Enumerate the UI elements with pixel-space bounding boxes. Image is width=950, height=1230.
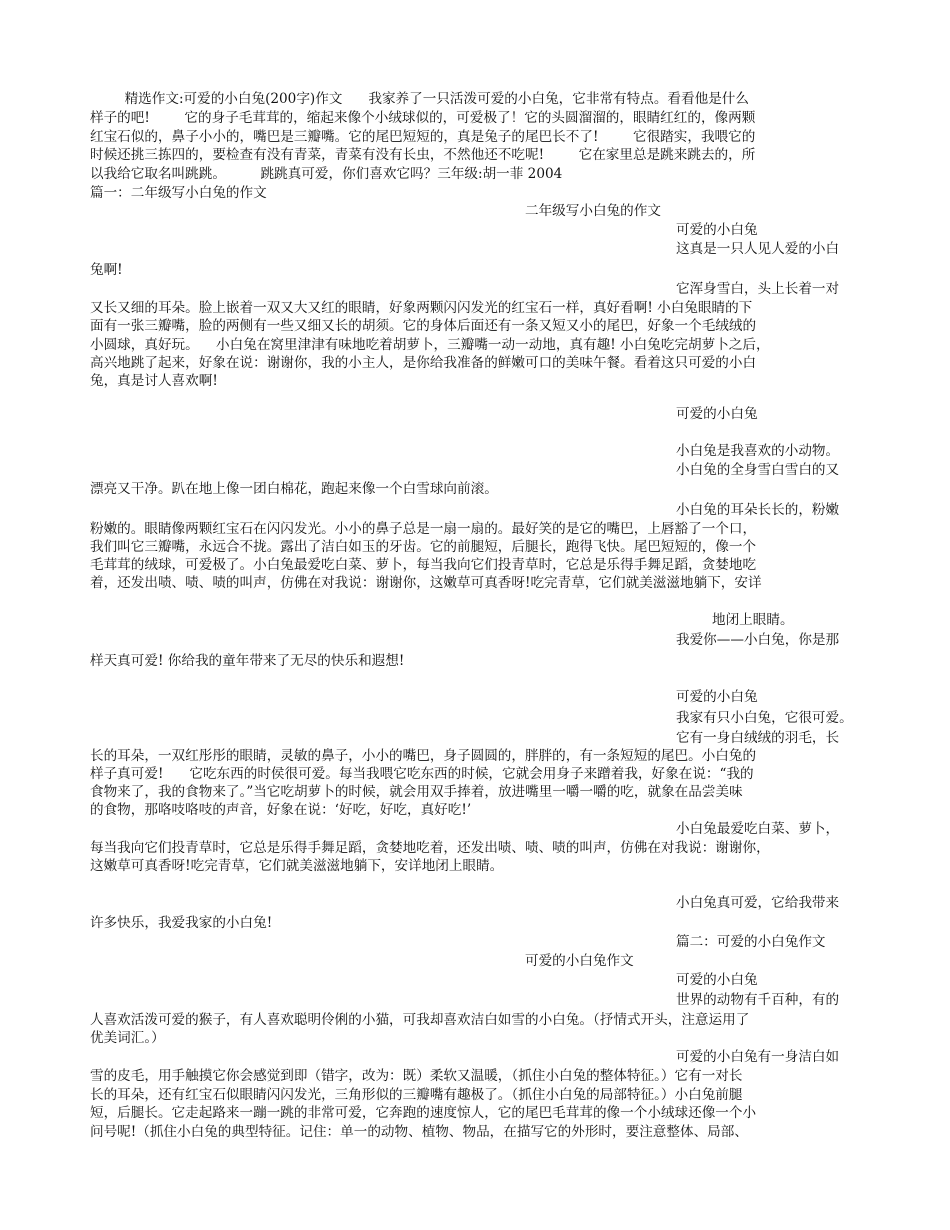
- text-line: 面有一张三瓣嘴，脸的两侧有一些又细又长的胡须。它的身体后面还有一条又短又小的尾巴，好象一个毛绒绒的: [90, 318, 757, 334]
- text-line: 我们叫它三瓣嘴，永远合不拢。露出了洁白如玉的牙齿。它的前腿短，后腿长，跑得飞快。尾巴短短的，像一个: [90, 539, 757, 555]
- text-line: 兔啊!: [90, 262, 123, 278]
- text-line: 这嫩草可真香呀!吃完青草，它们就美滋滋地躺下，安详地闭上眼睛。: [90, 858, 504, 874]
- essay-subtitle: 可爱的小白兔: [676, 222, 758, 238]
- text-line: 小白兔最爱吃白菜、萝卜，: [676, 821, 840, 837]
- text-line: 小白兔的耳朵长长的，粉嫩: [676, 502, 840, 518]
- text-line: 人喜欢活泼可爱的猴子，有人喜欢聪明伶俐的小猫，可我却喜欢洁白如雪的小白兔。（抒情式开头，注意运用了: [90, 1012, 750, 1028]
- text-line: 可爱的小白兔有一身洁白如: [676, 1049, 840, 1065]
- text-line: 它有一身白绒绒的羽毛，长: [676, 730, 840, 746]
- text-line: 红宝石似的，鼻子小小的，嘴巴是三瓣嘴。它的尾巴短短的，真是兔子的尾巴长不了! 它很踏实，我喂它的: [90, 129, 756, 145]
- text-line: 小白兔的全身雪白雪白的又: [676, 462, 840, 478]
- essay-title: 可爱的小白兔作文: [525, 953, 634, 969]
- text-line: 我家有只小白兔，它很可爱。: [676, 710, 853, 726]
- text-line: 食物来了，我的食物来了。”当它吃胡萝卜的时候，就会用双手捧着，放进嘴里一嚼一嚼的吃，就象在品尝美味: [90, 784, 743, 800]
- text-line: 小白兔真可爱，它给我带来: [676, 895, 840, 911]
- text-line: 的食物，那咯吱咯吱的声音，好象在说：‘好吃，好吃，真好吃!’: [90, 802, 472, 818]
- text-line: 高兴地跳了起来，好象在说：谢谢你，我的小主人，是你给我准备的鲜嫩可口的美味午餐。看着这只可爱的小白: [90, 355, 757, 371]
- text-line: 粉嫩的。眼睛像两颗红宝石在闪闪发光。小小的鼻子总是一扇一扇的。最好笑的是它的嘴巴，上唇豁了一个口，: [90, 521, 757, 537]
- text-line: 我爱你——小白兔，你是那: [676, 632, 840, 648]
- text-line: 时候还挑三拣四的，要检查有没有青菜，青菜有没有长虫，不然他还不吃呢! 它在家里总是跳来跳去的，所: [90, 147, 756, 163]
- text-line: 雪的皮毛，用手触摸它你会感觉到即（错字，改为：既）柔软又温暖，（抓住小白兔的整体特征。）它有一对长: [90, 1068, 743, 1084]
- section-heading: 篇一：二年级写小白兔的作文: [90, 185, 267, 201]
- text-line: 以我给它取名叫跳跳。 跳跳真可爱，你们喜欢它吗？三年级:胡一菲 2004: [90, 166, 563, 182]
- text-line: 问号呢!（抓住小白兔的典型特征。记住：单一的动物、植物、物品，在描写它的外形时，要注意整体、局部、: [90, 1124, 748, 1140]
- text-line: 优美词汇。）: [90, 1030, 165, 1046]
- text-line: 兔，真是讨人喜欢啊!: [90, 373, 218, 389]
- essay-subtitle: 可爱的小白兔: [676, 406, 758, 422]
- text-line: 地闭上眼睛。: [712, 612, 794, 628]
- text-line: 每当我向它们投青草时，它总是乐得手舞足蹈，贪婪地吃着，还发出啧、啧、啧的叫声，仿佛在对我说：谢谢你，: [90, 840, 770, 856]
- text-line: 又长又细的耳朵。脸上嵌着一双又大又红的眼睛，好象两颗闪闪发光的红宝石一样，真好看啊! 小白兔眼睛的下: [90, 300, 753, 316]
- essay-title: 二年级写小白兔的作文: [525, 203, 661, 219]
- text-line: 精选作文:可爱的小白兔(200字)作文 我家养了一只活泼可爱的小白兔，它非常有特点。看看他是什么: [90, 91, 749, 107]
- text-line: 漂亮又干净。趴在地上像一团白棉花，跑起来像一个白雪球向前滚。: [90, 481, 498, 497]
- essay-subtitle: 可爱的小白兔: [676, 689, 758, 705]
- text-line: 它浑身雪白，头上长着一对: [676, 281, 840, 297]
- text-line: 这真是一只人见人爱的小白: [676, 241, 840, 257]
- text-line: 样子真可爱! 它吃东西的时侯很可爱。每当我喂它吃东西的时候，它就会用身子来蹭着我，好象在说：“我的: [90, 766, 754, 782]
- text-line: 世界的动物有千百种，有的: [676, 992, 840, 1008]
- text-line: 小白兔是我喜欢的小动物。: [676, 443, 840, 459]
- essay-subtitle: 可爱的小白兔: [676, 972, 758, 988]
- text-line: 短，后腿长。它走起路来一蹦一跳的非常可爱，它奔跑的速度惊人，它的尾巴毛茸茸的像一个小绒球还像一个小: [90, 1105, 757, 1121]
- text-line: 小圆球，真好玩。 小白兔在窝里津津有味地吃着胡萝卜，三瓣嘴一动一动地，真有趣! 小白兔吃完胡萝卜之后，: [90, 337, 770, 353]
- text-line: 许多快乐，我爱我家的小白兔!: [90, 915, 273, 931]
- text-line: 样子的吧! 它的身子毛茸茸的，缩起来像个小绒球似的，可爱极了！它的头圆溜溜的，眼睛红红的，像两颗: [90, 110, 756, 126]
- text-line: 长的耳朵，一双红彤彤的眼睛，灵敏的鼻子，小小的嘴巴，身子圆圆的，胖胖的，有一条短短的尾巴。小白兔的: [90, 748, 757, 764]
- text-line: 样天真可爱! 你给我的童年带来了无尽的快乐和遐想!: [90, 653, 405, 669]
- text-line: 着，还发出啧、啧、啧的叫声，仿佛在对我说：谢谢你，这嫩草可真香呀!吃完青草，它们就美滋滋地躺下，安详: [90, 575, 762, 591]
- text-line: 毛茸茸的绒球，可爱极了。小白兔最爱吃白菜、萝卜，每当我向它们投青草时，它总是乐得手舞足蹈，贪婪地吃: [90, 557, 757, 573]
- section-heading: 篇二：可爱的小白兔作文: [676, 934, 826, 950]
- text-line: 长的耳朵，还有红宝石似眼睛闪闪发光，三角形似的三瓣嘴有趣极了。（抓住小白兔的局部特征。）小白兔前腿: [90, 1087, 743, 1103]
